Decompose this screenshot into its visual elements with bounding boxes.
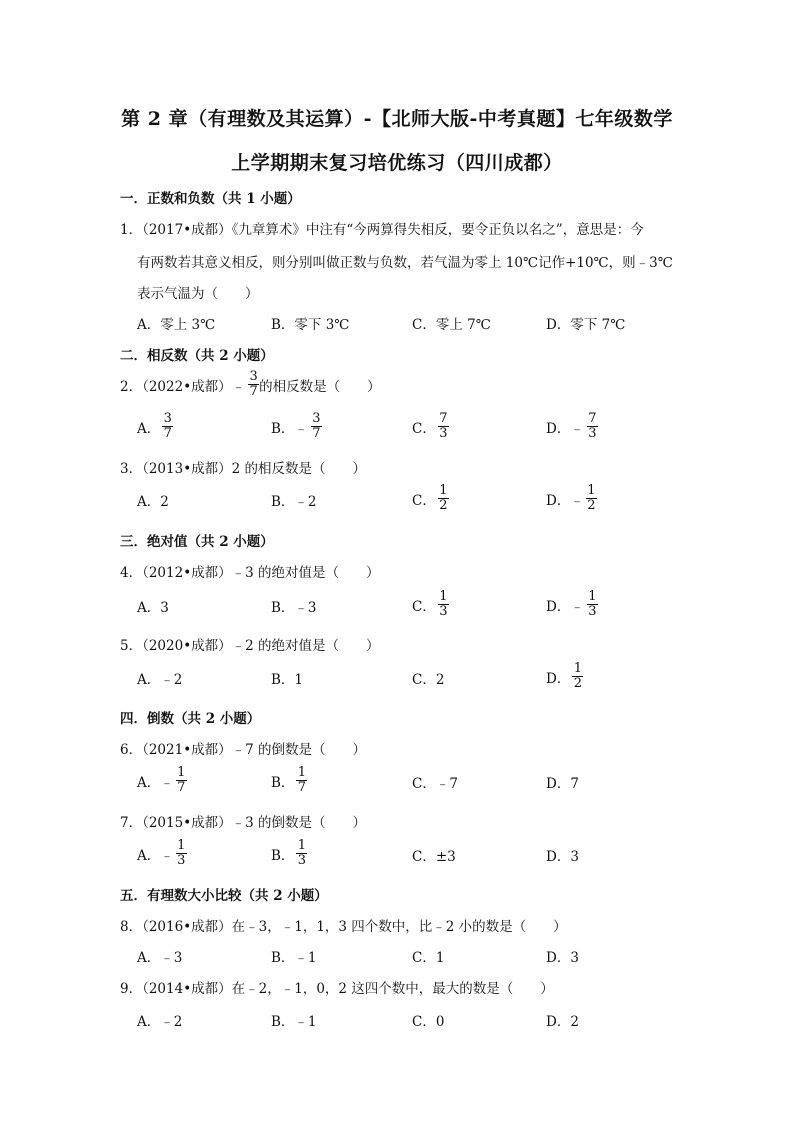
q1-option-a: A．零上 3℃ — [137, 317, 216, 333]
q2-option-b-fraction — [311, 412, 322, 441]
denominator: 7 — [312, 426, 321, 441]
neg-sign: ﹣ — [570, 598, 584, 615]
numerator: 1 — [573, 661, 582, 676]
q7-option-b-label: B． — [271, 847, 295, 864]
q5-option-c: C．2 — [412, 672, 445, 688]
question-4-stem: 4．（2012•成都）﹣3 的绝对值是（ ） — [120, 565, 380, 581]
q4-option-c-fraction — [438, 590, 449, 619]
q1-option-d: D．零下 7℃ — [546, 317, 626, 333]
q2-option-c-fraction — [438, 412, 449, 441]
q4-option-d — [546, 590, 598, 619]
q2-option-b — [271, 412, 322, 441]
denominator: 3 — [439, 426, 448, 441]
denominator: 3 — [588, 426, 597, 441]
question-8-stem: 8．（2016•成都）在﹣3，﹣1，1，3 四个数中，比﹣2 小的数是（ ） — [120, 919, 567, 935]
q2-denominator: 7 — [249, 384, 258, 399]
q2-prefix: 2．（2022•成都） — [120, 378, 232, 395]
q5-option-d-label: D． — [546, 670, 571, 687]
denominator: 2 — [439, 498, 448, 513]
q5-option-b: B．1 — [271, 672, 304, 688]
numerator: 1 — [297, 765, 307, 780]
q7-option-b-fraction — [296, 839, 307, 868]
q4-option-a: A．3 — [137, 600, 169, 616]
q7-option-d: D．3 — [546, 849, 579, 865]
denominator: 3 — [439, 604, 448, 619]
q2-suffix: 的相反数是（ ） — [259, 378, 381, 395]
question-1-line-3: 表示气温为（ ） — [137, 286, 259, 302]
q6-option-c: C．﹣7 — [412, 776, 458, 792]
q4-option-c-label: C． — [412, 598, 436, 615]
denominator: 7 — [177, 780, 186, 795]
q6-option-b — [271, 766, 307, 795]
section-heading-2: 二．相反数（共 2 小题） — [120, 348, 274, 364]
q2-option-a-fraction — [162, 412, 173, 441]
q2-option-d-fraction — [587, 412, 598, 441]
q1-option-c: C．零上 7℃ — [412, 317, 491, 333]
title-line-2: 上学期期末复习培优练习（四川成都） — [231, 152, 563, 174]
question-5-stem: 5．（2020•成都）﹣2 的绝对值是（ ） — [120, 638, 380, 654]
q2-option-c — [412, 412, 449, 441]
q7-option-c: C．±3 — [412, 849, 456, 865]
question-1-line-1: 1．（2017•成都）《九章算术》中注有“今两算得失相反，要令正负以名之”，意思是：今 — [120, 222, 644, 238]
q3-option-c-label: C． — [412, 492, 436, 509]
q3-option-c-fraction — [438, 484, 449, 513]
q6-option-b-fraction — [296, 766, 307, 795]
q7-option-a-fraction — [176, 839, 187, 868]
question-9-stem: 9．（2014•成都）在﹣2，﹣1，0，2 这四个数中，最大的数是（ ） — [120, 981, 554, 997]
title-line-1: 第 2 章（有理数及其运算）-【北师大版-中考真题】七年级数学 — [121, 108, 673, 130]
numerator: 1 — [587, 483, 596, 498]
denominator: 3 — [588, 604, 597, 619]
numerator: 1 — [439, 483, 448, 498]
numerator: 1 — [297, 838, 307, 853]
numerator: 7 — [588, 411, 597, 426]
q9-option-b: B．﹣1 — [271, 1014, 317, 1030]
section-heading-5: 五．有理数大小比较（共 2 小题） — [120, 888, 328, 904]
question-7-stem: 7．（2015•成都）﹣3 的倒数是（ ） — [120, 815, 367, 831]
numerator: 1 — [588, 589, 597, 604]
q3-option-a: A．2 — [137, 494, 169, 510]
q8-option-c: C．1 — [412, 950, 445, 966]
q2-option-d-label: D． — [546, 420, 571, 437]
q3-option-b: B．﹣2 — [271, 494, 317, 510]
q8-option-a: A．﹣3 — [137, 950, 183, 966]
denominator: 2 — [573, 676, 582, 691]
q2-numerator: 3 — [249, 369, 258, 384]
question-2-stem — [120, 370, 381, 399]
q6-option-a — [137, 766, 187, 795]
section-heading-4: 四．倒数（共 2 小题） — [120, 711, 261, 727]
denominator: 3 — [177, 853, 186, 868]
numerator: 1 — [439, 589, 448, 604]
neg-sign: ﹣ — [570, 420, 584, 437]
q8-option-b: B．﹣1 — [271, 950, 317, 966]
q3-option-d — [546, 484, 597, 513]
q2-option-c-label: C． — [412, 420, 436, 437]
q3-option-d-label: D．﹣ — [546, 492, 584, 509]
q3-option-d-fraction — [586, 484, 597, 513]
q2-option-b-label: B． — [271, 420, 295, 437]
numerator: 1 — [177, 765, 186, 780]
numerator: 1 — [177, 838, 186, 853]
q7-option-a — [137, 839, 187, 868]
q9-option-a: A．﹣2 — [137, 1014, 183, 1030]
section-heading-1: 一．正数和负数（共 1 小题） — [120, 191, 301, 207]
q1-option-b: B．零下 3℃ — [271, 317, 350, 333]
q6-option-a-label: A．﹣ — [137, 774, 174, 791]
q5-option-a: A．﹣2 — [137, 672, 183, 688]
denominator: 2 — [587, 498, 596, 513]
q6-option-b-label: B． — [271, 774, 295, 791]
q7-option-a-label: A．﹣ — [137, 847, 174, 864]
q2-neg-sign: ﹣ — [231, 378, 246, 395]
denominator: 3 — [297, 853, 307, 868]
question-3-stem: 3．（2013•成都）2 的相反数是（ ） — [120, 461, 367, 477]
section-heading-3: 三．绝对值（共 2 小题） — [120, 534, 274, 550]
q5-option-d-fraction — [572, 662, 583, 691]
q2-option-a — [137, 412, 173, 441]
question-1-line-2: 有两数若其意义相反，则分别叫做正数与负数，若气温为零上 10℃记作+10℃，则﹣3℃ — [137, 255, 673, 271]
q8-option-d: D．3 — [546, 950, 579, 966]
q3-option-c — [412, 484, 449, 513]
denominator: 7 — [163, 426, 172, 441]
neg-sign: ﹣ — [294, 420, 308, 437]
q6-option-a-fraction — [176, 766, 187, 795]
q7-option-b — [271, 839, 307, 868]
q2-option-a-label: A． — [137, 420, 161, 437]
q9-option-c: C．0 — [412, 1014, 445, 1030]
numerator: 3 — [163, 411, 172, 426]
q4-option-d-label: D． — [546, 598, 571, 615]
q2-option-d — [546, 412, 598, 441]
q6-option-d: D．7 — [546, 776, 579, 792]
numerator: 7 — [439, 411, 448, 426]
numerator: 3 — [312, 411, 321, 426]
q4-option-c — [412, 590, 449, 619]
q4-option-b: B．﹣3 — [271, 600, 317, 616]
denominator: 7 — [297, 780, 307, 795]
question-6-stem: 6．（2021•成都）﹣7 的倒数是（ ） — [120, 742, 367, 758]
q2-fraction — [248, 370, 259, 399]
q4-option-d-fraction — [587, 590, 598, 619]
q5-option-d — [546, 662, 583, 691]
q9-option-d: D．2 — [546, 1014, 579, 1030]
